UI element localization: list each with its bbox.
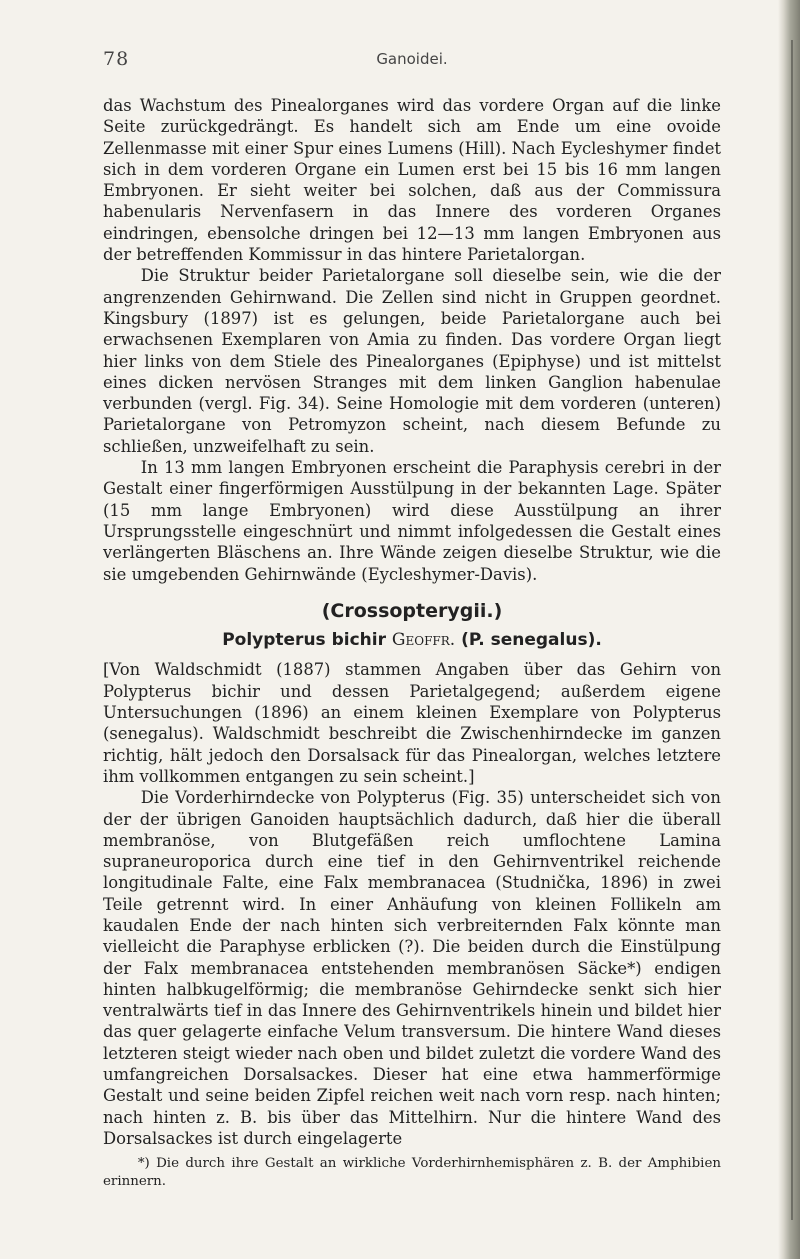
page-number: 78	[103, 48, 130, 70]
page-body	[103, 95, 721, 1149]
binding-line	[791, 40, 793, 1220]
paragraph: Die Struktur beider Parietalorgane soll dieselbe sein, wie die der angrenzenden Gehirnwand. Die Zellen sind nicht in Gruppen geordnet. Kingsbury (1897) ist es gelungen, beide Parietalorgane auch bei erwachsenen Exemplaren von Amia zu finden. Das vordere Organ liegt hier links von dem Stiele des Pinealorganes (Epiphyse) und ist mittelst eines dicken nervösen Stranges mit dem linken Ganglion habenulae verbunden (vergl. Fig. 34). Seine Homologie mit dem vorderen (unteren) Parietalorgane von Petromyzon scheint, nach diesem Befunde zu schließen, unzweifelhaft zu sein.	[103, 266, 721, 456]
species-name: Polypterus bichir	[222, 630, 386, 651]
species-heading	[103, 630, 721, 651]
species-author: Geoffr.	[391, 630, 456, 651]
paragraph: In 13 mm langen Embryonen erscheint die Paraphysis cerebri in der Gestalt einer fingerförmigen Ausstülpung in der bekannten Lage. Später (15 mm lange Embryonen) wird diese Ausstülpung an ihrer Ursprungsstelle eingeschnürt und nimmt infolgedessen die Gestalt eines verlängerten Bläschens an. Ihre Wände zeigen dieselbe Struktur, wie die sie umgebenden Gehirnwände (Eycleshymer-Davis).	[103, 458, 721, 584]
paragraph: das Wachstum des Pinealorganes wird das vordere Organ auf die linke Seite zurückgedrängt. Es handelt sich am Ende um eine ovoide Zellenmasse mit einer Spur eines Lumens (Hill). Nach Eycleshymer findet sich in dem vorderen Organe ein Lumen erst bei 15 bis 16 mm langen Embryonen. Er sieht weiter bei solchen, daß aus der Commissura habenularis Nervenfasern in das Innere des vorderen Organes eindringen, ebensolche dringen bei 12—13 mm langen Embryonen aus der betreffenden Kommissur in das hintere Parietalorgan.	[103, 96, 721, 265]
page-header	[103, 48, 721, 78]
section-heading: (Crossopterygii.)	[321, 599, 503, 622]
paragraph: [Von Waldschmidt (1887) stammen Angaben über das Gehirn von Polypterus bichir und dessen Parietalgegend; außerdem eigene Untersuchungen (1896) an einem kleinen Exemplare von Polypterus (senegalus). Waldschmidt beschreibt die Zwischenhirndecke im ganzen richtig, hält jedoch den Dorsalsack für das Pinealorgan, welches letztere ihm vollkommen entgangen zu sein scheint.]	[103, 660, 721, 786]
page-edge-shadow	[778, 0, 800, 1259]
footnote: *) Die durch ihre Gestalt an wirkliche Vorderhirnhemisphären z. B. der Amphibien erinnern.	[103, 1156, 721, 1189]
species-synonym: (P. senegalus).	[461, 630, 602, 651]
paragraph: Die Vorderhirndecke von Polypterus (Fig. 35) unterscheidet sich von der der übrigen Ganoiden hauptsächlich dadurch, daß hier die überall membranöse, von Blutgefäßen reich umflochtene Lamina supraneuroporica durch eine tief in den Gehirnventrikel reichende longitudinale Falte, eine Falx membranacea (Studnička, 1896) in zwei Teile getrennt wird. In einer Anhäufung von kleinen Follikeln am kaudalen Ende der nach hinten sich verbreiternden Falx könnte man vielleicht die Paraphyse erblicken (?). Die beiden durch die Einstülpung der Falx membranacea entstehenden membranösen Säcke*) endigen hinten halbkugelförmig; die membranöse Gehirndecke senkt sich hier ventralwärts tief in das Innere des Gehirnventrikels hinein und bildet hier das quer gelagerte einfache Velum transversum. Die hintere Wand dieses letzteren steigt wieder nach oben und bildet zuletzt die vordere Wand des umfangreichen Dorsalsackes. Dieser hat eine etwa hammerförmige Gestalt und seine beiden Zipfel reichen weit nach vorn resp. nach hinten; nach hinten z. B. bis über das Mittelhirn. Nur die hintere Wand des Dorsalsackes ist durch eingelagerte	[103, 788, 721, 1148]
running-title: Ganoidei.	[376, 50, 448, 68]
